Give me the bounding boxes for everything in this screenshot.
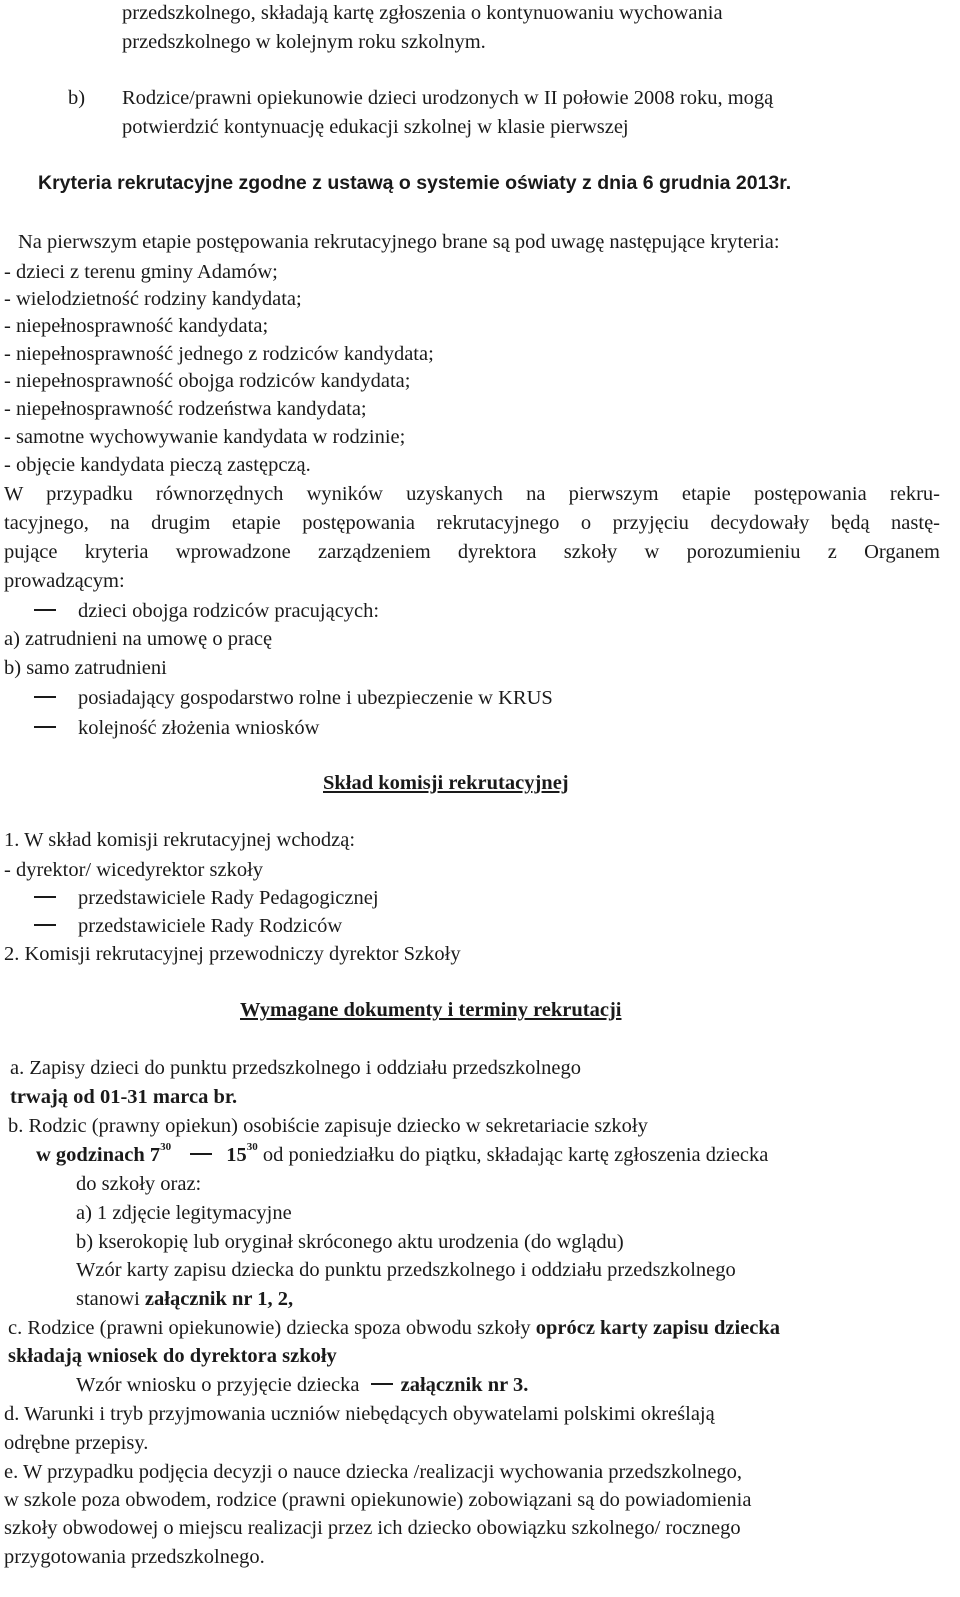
text: dzieci obojga rodziców pracujących: <box>78 600 380 622</box>
stage2-line-4: prowadzącym: <box>4 570 125 592</box>
doc-d-line-1: d. Warunki i tryb przyjmowania uczniów niebędących obywatelami polskimi określają <box>4 1403 715 1425</box>
dash-bullet <box>34 696 56 698</box>
text: Wzór wniosku o przyjęcie dziecka <box>76 1374 365 1396</box>
committee-line-2: - dyrektor/ wicedyrektor szkoły <box>4 859 264 881</box>
doc-b-line-3: do szkoły oraz: <box>76 1173 202 1195</box>
superscript: 30 <box>160 1141 172 1153</box>
doc-c-line-1 <box>8 1318 780 1339</box>
top-line-1 <box>122 3 910 24</box>
dash-bullet <box>34 726 56 728</box>
list-item: - dzieci z terenu gminy Adamów; <box>4 261 278 283</box>
dash-item <box>34 888 379 909</box>
top-b-line-2: potwierdzić kontynuację edukacji szkolnej w klasie pierwszej <box>122 116 629 138</box>
doc-b-line-5: b) kserokopię lub oryginał skróconego aktu urodzenia (do wglądu) <box>76 1231 624 1253</box>
top-b-line-1: Rodzice/prawni opiekunowie dzieci urodzonych w II połowie 2008 roku, mogą <box>122 87 774 109</box>
dash-bullet <box>371 1383 393 1385</box>
text: kolejność złożenia wniosków <box>78 717 320 739</box>
list-item: - samotne wychowywanie kandydata w rodzinie; <box>4 426 406 448</box>
criteria-heading: Kryteria rekrutacyjne zgodne z ustawą o systemie oświaty z dnia 6 grudnia 2013r. <box>38 172 792 194</box>
doc-b-line-6: Wzór karty zapisu dziecka do punktu przedszkolnego i oddziału przedszkolnego <box>76 1259 736 1281</box>
doc-b-line-7 <box>76 1289 293 1310</box>
list-item: - niepełnosprawność jednego z rodziców kandydata; <box>4 343 434 365</box>
text: posiadający gospodarstwo rolne i ubezpieczenie w KRUS <box>78 687 553 709</box>
stage2-line-2: tacyjnego, na drugim etapie postępowania rekrutacyjnego o przyjęciu decydowały będą nastę- <box>4 512 940 534</box>
superscript: 30 <box>246 1141 258 1153</box>
text: załącznik nr 3. <box>400 1374 529 1396</box>
list-item: - niepełnosprawność obojga rodziców kandydata; <box>4 370 411 392</box>
text: c. Rodzice (prawni opiekunowie) dziecka spoza obwodu szkoły <box>8 1317 536 1339</box>
dash-item <box>34 688 553 709</box>
list-item: - niepełnosprawność kandydata; <box>4 315 269 337</box>
committee-line-1: 1. W skład komisji rekrutacyjnej wchodzą: <box>4 829 356 851</box>
dash-item <box>34 601 379 622</box>
sub-item-b: b) samo zatrudnieni <box>4 657 167 679</box>
stage2-line-3: pujące kryteria wprowadzone zarządzeniem dyrektora szkoły w porozumieniu z Organem <box>4 541 940 563</box>
dash-bullet <box>34 924 56 926</box>
text: oprócz karty zapisu dziecka <box>535 1317 780 1339</box>
doc-a-line-2: trwają od 01-31 marca br. <box>10 1086 238 1108</box>
text: stanowi <box>76 1288 145 1310</box>
sub-item-a: a) zatrudnieni na umowę o pracę <box>4 628 273 650</box>
dash-bullet <box>190 1153 212 1155</box>
committee-line-3: 2. Komisji rekrutacyjnej przewodniczy dyrektor Szkoły <box>4 943 461 965</box>
doc-b-line-4: a) 1 zdjęcie legitymacyjne <box>76 1202 292 1224</box>
dash-bullet <box>34 896 56 898</box>
doc-e-line-2: w szkole poza obwodem, rodzice (prawni opiekunowie) zobowiązani są do powiadomienia <box>4 1489 752 1511</box>
stage1-intro: Na pierwszym etapie postępowania rekrutacyjnego brane są pod uwagę następujące kryteria: <box>18 231 780 253</box>
text: 15 <box>226 1144 247 1166</box>
doc-c-line-2: składają wniosek do dyrektora szkoły <box>8 1345 337 1367</box>
doc-e-line-4: przygotowania przedszkolnego. <box>4 1546 265 1568</box>
list-item: - niepełnosprawność rodzeństwa kandydata; <box>4 398 367 420</box>
stage2-line-1: W przypadku równorzędnych wyników uzyskanych na pierwszym etapie postępowania rekru- <box>4 483 940 505</box>
doc-d-line-2: odrębne przepisy. <box>4 1432 149 1454</box>
dash-item <box>34 916 342 937</box>
list-item: - objęcie kandydata pieczą zastępczą. <box>4 454 311 476</box>
text: od poniedziałku do piątku, składając kartę zgłoszenia dziecka <box>257 1144 769 1166</box>
doc-b-line-1: b. Rodzic (prawny opiekun) osobiście zapisuje dziecko w sekretariacie szkoły <box>8 1115 648 1137</box>
doc-e-line-1: e. W przypadku podjęcia decyzji o nauce dziecka /realizacji wychowania przedszkolnego, <box>4 1461 743 1483</box>
text: w godzinach 7 <box>36 1144 161 1166</box>
dash-bullet <box>34 609 56 611</box>
text: przedszkolnego, składają kartę zgłoszenia o kontynuowaniu wychowania <box>122 2 723 24</box>
doc-a-line-1: a. Zapisy dzieci do punktu przedszkolnego i oddziału przedszkolnego <box>10 1057 581 1079</box>
documents-heading: Wymagane dokumenty i terminy rekrutacji <box>240 999 622 1021</box>
dash-item <box>34 718 319 739</box>
list-item: - wielodzietność rodziny kandydata; <box>4 288 302 310</box>
doc-c-line-3 <box>76 1375 528 1396</box>
list-marker-b: b) <box>68 87 86 109</box>
top-line-2: przedszkolnego w kolejnym roku szkolnym. <box>122 31 486 53</box>
text: przedstawiciele Rady Rodziców <box>78 915 343 937</box>
doc-e-line-3: szkoły obwodowej o miejscu realizacji przez ich dziecko obowiązku szkolnego/ rocznego <box>4 1517 741 1539</box>
text: przedstawiciele Rady Pedagogicznej <box>78 887 379 909</box>
committee-heading: Skład komisji rekrutacyjnej <box>323 772 569 794</box>
doc-b-line-2 <box>36 1141 769 1166</box>
text: załącznik nr 1, 2, <box>144 1288 294 1310</box>
